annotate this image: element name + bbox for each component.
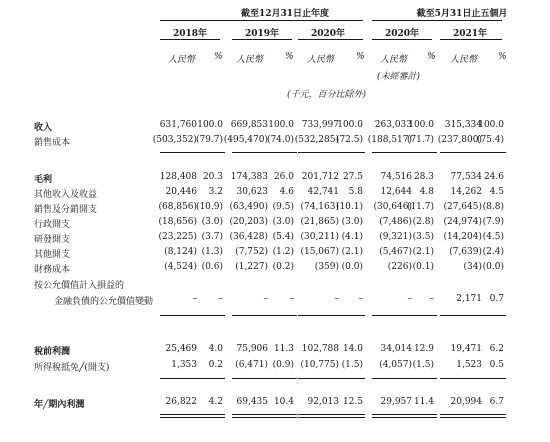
pct-label: %: [427, 52, 436, 62]
table-cell: (10,775): [300, 360, 339, 370]
year-2020: 2020年: [310, 29, 346, 39]
row-label-finance-costs: 財務成本: [34, 265, 71, 275]
row-label-other-income: 其他收入及收益: [34, 190, 98, 200]
table-cell: (24,974): [443, 217, 482, 227]
table-cell: 201,712: [301, 172, 339, 182]
table-cell: 3.2: [208, 187, 223, 197]
table-cell: 4.2: [208, 397, 223, 407]
table-cell: (5,467): [379, 247, 412, 257]
table-cell: (3.0): [201, 217, 223, 227]
table-cell: 1,523: [456, 360, 482, 370]
table-cell: (0.0): [341, 262, 363, 272]
table-cell: 631,760: [159, 120, 197, 130]
year-2021-five: 2021年: [452, 29, 488, 39]
table-cell: 100.0: [197, 120, 223, 130]
year-2019: 2019年: [244, 29, 280, 39]
table-cell: 0.7: [489, 294, 504, 304]
table-cell: (3.0): [272, 217, 294, 227]
row-label-revenue: 收入: [34, 123, 53, 133]
table-cell: (8.8): [482, 202, 504, 212]
table-cell: (6,471): [235, 360, 268, 370]
single-rule: [372, 315, 437, 316]
header-rule-five: [372, 20, 502, 21]
row-label-profit-for-period: 年╱期內利潤: [34, 400, 85, 410]
table-cell: –: [218, 294, 223, 304]
double-rule: [160, 414, 225, 418]
table-cell: (68,856): [158, 202, 197, 212]
table-cell: –: [334, 294, 339, 304]
table-cell: 20,994: [450, 397, 482, 407]
table-cell: (1.5): [341, 360, 363, 370]
single-rule: [160, 152, 225, 153]
table-cell: (74,163): [300, 202, 339, 212]
header-period-five: 截至5月31日止五個月: [416, 9, 508, 19]
table-cell: 4.5: [489, 187, 504, 197]
table-cell: (0.6): [201, 262, 223, 272]
table-cell: (495,470): [223, 135, 268, 145]
year-2018: 2018年: [172, 29, 208, 39]
row-label-fvtpl-1: 按公允價值計入損益的: [34, 281, 125, 291]
row-label-gross-profit: 毛利: [34, 175, 53, 185]
table-cell: (2.4): [482, 247, 504, 257]
table-cell: (0.0): [482, 262, 504, 272]
table-cell: (1.3): [201, 247, 223, 257]
single-rule: [372, 152, 437, 153]
single-rule: [440, 315, 506, 316]
table-cell: (2.1): [341, 247, 363, 257]
table-cell: (188,517): [367, 135, 412, 145]
table-cell: 20,446: [165, 187, 197, 197]
table-cell: (1,227): [235, 262, 268, 272]
header-rule-full: [160, 20, 363, 21]
table-cell: 77,534: [450, 172, 482, 182]
double-rule: [232, 414, 297, 418]
table-cell: –: [358, 294, 363, 304]
table-cell: 12,644: [380, 187, 412, 197]
table-cell: 102,788: [301, 344, 339, 354]
table-cell: (14,204): [443, 232, 482, 242]
table-cell: (4,524): [164, 262, 197, 272]
table-cell: (359): [314, 262, 339, 272]
double-rule: [372, 414, 437, 418]
table-cell: 100.0: [268, 120, 294, 130]
table-cell: (79.7): [195, 135, 223, 145]
row-label-admin-expenses: 行政開支: [34, 220, 71, 230]
pct-label: %: [498, 52, 507, 62]
table-cell: (15,067): [300, 247, 339, 257]
table-cell: 6.2: [489, 344, 504, 354]
table-cell: 27.5: [342, 172, 363, 182]
table-cell: 5.8: [348, 187, 363, 197]
table-cell: (27,645): [443, 202, 482, 212]
table-cell: 69,435: [236, 397, 268, 407]
table-cell: 174,383: [230, 172, 268, 182]
table-cell: –: [192, 294, 197, 304]
table-cell: (7,486): [379, 217, 412, 227]
table-cell: (11.7): [406, 202, 434, 212]
table-cell: (5.4): [272, 232, 294, 242]
table-cell: 29,957: [380, 397, 412, 407]
row-label-other-expenses: 其他開支: [34, 250, 71, 260]
table-cell: (71.7): [406, 135, 434, 145]
single-rule: [160, 315, 225, 316]
table-cell: 74,516: [380, 172, 412, 182]
currency-label: 人民幣: [380, 55, 408, 65]
table-cell: (0.1): [412, 262, 434, 272]
table-cell: 315,334: [444, 120, 482, 130]
table-cell: 24.6: [483, 172, 504, 182]
single-rule: [440, 378, 506, 379]
table-cell: 12.9: [413, 344, 434, 354]
table-cell: 28.3: [413, 172, 434, 182]
table-cell: (10.9): [195, 202, 223, 212]
table-cell: 14,262: [450, 187, 482, 197]
table-cell: 14.0: [342, 344, 363, 354]
table-cell: 10.4: [273, 397, 294, 407]
table-cell: 1,353: [171, 360, 197, 370]
table-cell: (36,428): [229, 232, 268, 242]
table-cell: (2.1): [412, 247, 434, 257]
table-cell: (9.5): [272, 202, 294, 212]
table-cell: (21,865): [300, 217, 339, 227]
single-rule: [440, 152, 506, 153]
currency-label: 人民幣: [450, 55, 478, 65]
table-cell: (20,203): [229, 217, 268, 227]
table-cell: (7.9): [482, 217, 504, 227]
table-cell: 128,408: [159, 172, 197, 182]
table-cell: (226): [387, 262, 412, 272]
year-rule: [440, 39, 502, 40]
table-cell: 100.0: [478, 120, 504, 130]
year-2020-five: 2020年: [384, 29, 420, 39]
table-cell: 4.0: [208, 344, 223, 354]
unit-note: (千元，百分比除外): [287, 90, 367, 100]
table-cell: (4.5): [482, 232, 504, 242]
pct-label: %: [285, 52, 294, 62]
table-cell: 92,013: [307, 397, 339, 407]
table-cell: 6.7: [489, 397, 504, 407]
single-rule: [232, 378, 297, 379]
table-cell: (75.4): [476, 135, 504, 145]
table-cell: (4,057): [379, 360, 412, 370]
year-rule: [298, 39, 363, 40]
table-cell: 0.2: [208, 360, 223, 370]
row-label-rnd-expenses: 研發開支: [34, 235, 71, 245]
table-cell: (30,211): [300, 232, 339, 242]
row-label-selling-expenses: 銷售及分銷開支: [34, 205, 98, 215]
single-rule: [232, 315, 297, 316]
table-cell: (3.7): [201, 232, 223, 242]
table-cell: 75,906: [236, 344, 268, 354]
table-cell: 26,822: [165, 397, 197, 407]
table-cell: –: [263, 294, 268, 304]
row-label-fvtpl-2: 金融負債的公允價值變動: [54, 297, 154, 307]
single-rule: [298, 152, 365, 153]
table-cell: (74.0): [266, 135, 294, 145]
pct-label: %: [214, 52, 223, 62]
table-cell: 4.8: [419, 187, 434, 197]
currency-label: 人民幣: [168, 55, 196, 65]
table-cell: (532,285): [294, 135, 339, 145]
table-cell: (1.2): [272, 247, 294, 257]
table-cell: (34): [463, 262, 482, 272]
table-cell: (3.0): [341, 217, 363, 227]
table-cell: (503,352): [152, 135, 197, 145]
unaudited-label: (未經審計): [377, 72, 421, 82]
table-cell: (10.1): [335, 202, 363, 212]
row-label-income-tax: 所得稅抵免╱(開支): [34, 363, 110, 373]
table-cell: 733,997: [301, 120, 339, 130]
table-cell: 19,471: [450, 344, 482, 354]
single-rule: [232, 152, 297, 153]
table-cell: 263,033: [374, 120, 412, 130]
table-cell: 42,741: [307, 187, 339, 197]
table-cell: (63,490): [229, 202, 268, 212]
table-cell: 26.0: [273, 172, 294, 182]
single-rule: [298, 378, 365, 379]
table-cell: (2.8): [412, 217, 434, 227]
row-label-profit-before-tax: 稅前利潤: [34, 347, 71, 357]
table-cell: (18,656): [158, 217, 197, 227]
year-rule: [160, 39, 220, 40]
table-cell: 0.5: [489, 360, 504, 370]
header-period-full: 截至12月31日止年度: [240, 9, 330, 19]
table-cell: 11.3: [273, 344, 294, 354]
table-cell: (8,124): [164, 247, 197, 257]
table-cell: 100.0: [337, 120, 363, 130]
pct-label: %: [356, 52, 365, 62]
table-cell: (1.5): [412, 360, 434, 370]
table-cell: 25,469: [165, 344, 197, 354]
table-cell: (72.5): [335, 135, 363, 145]
double-rule: [440, 414, 506, 418]
currency-label: 人民幣: [236, 55, 264, 65]
double-rule: [298, 414, 365, 418]
table-cell: (7,639): [449, 247, 482, 257]
table-cell: 34,014: [380, 344, 412, 354]
table-cell: (4.1): [341, 232, 363, 242]
table-cell: (7,752): [235, 247, 268, 257]
table-cell: 30,623: [236, 187, 268, 197]
single-rule: [160, 378, 225, 379]
table-cell: 12.5: [342, 397, 363, 407]
year-rule: [372, 39, 432, 40]
table-cell: 669,853: [230, 120, 268, 130]
single-rule: [298, 315, 365, 316]
table-cell: (30,646): [373, 202, 412, 212]
year-rule: [232, 39, 292, 40]
table-cell: 11.4: [413, 397, 434, 407]
table-cell: (23,225): [158, 232, 197, 242]
currency-label: 人民幣: [307, 55, 335, 65]
table-cell: 4.6: [279, 187, 294, 197]
single-rule: [372, 378, 437, 379]
table-cell: –: [289, 294, 294, 304]
table-cell: (0.2): [272, 262, 294, 272]
table-cell: (3.5): [412, 232, 434, 242]
table-cell: (9,321): [379, 232, 412, 242]
table-cell: 20.3: [202, 172, 223, 182]
table-cell: (0.9): [272, 360, 294, 370]
table-cell: –: [407, 294, 412, 304]
table-cell: –: [429, 294, 434, 304]
table-cell: 100.0: [408, 120, 434, 130]
row-label-cost-of-sales: 銷售成本: [34, 138, 71, 148]
table-cell: 2,171: [456, 294, 482, 304]
table-cell: (237,800): [437, 135, 482, 145]
